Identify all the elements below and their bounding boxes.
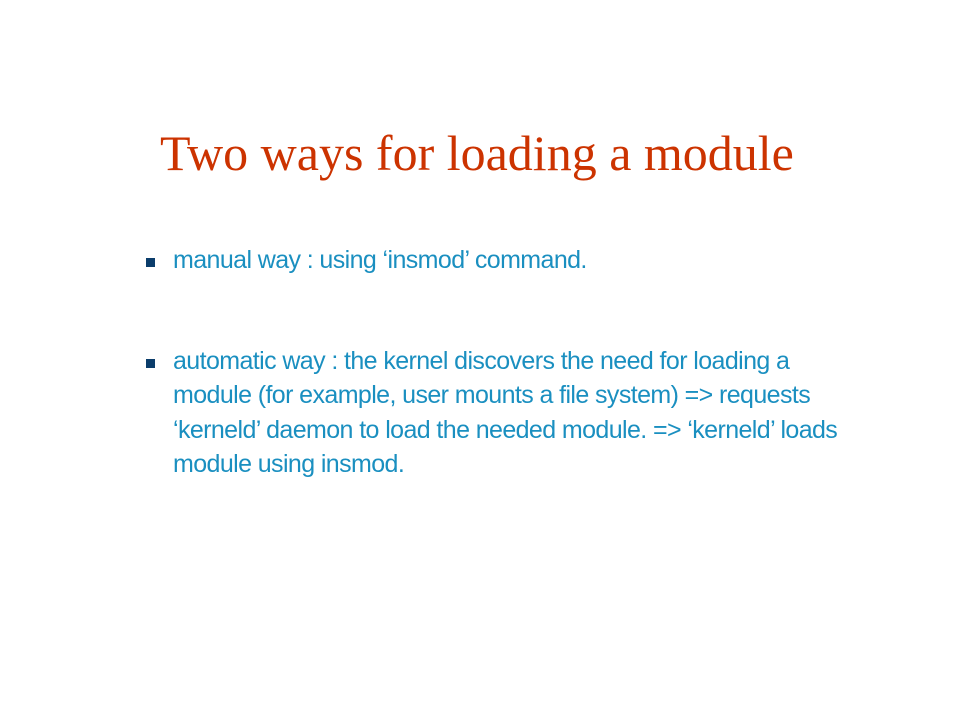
square-bullet-icon	[146, 359, 155, 368]
bullet-item-automatic-way	[146, 344, 866, 482]
bullet-list	[146, 243, 866, 482]
bullet-text: manual way : using ‘insmod’ command.	[173, 246, 587, 274]
bullet-item-manual-way	[146, 243, 866, 278]
bullet-text: automatic way : the kernel discovers the need for loading a module (for example, user mounts a file system) => requests ‘kerneld’ daemon to load the needed module. => ‘kerneld’ loads module using insmod.	[173, 346, 838, 478]
slide-title: Two ways for loading a module	[160, 125, 794, 181]
square-bullet-icon	[146, 258, 155, 267]
